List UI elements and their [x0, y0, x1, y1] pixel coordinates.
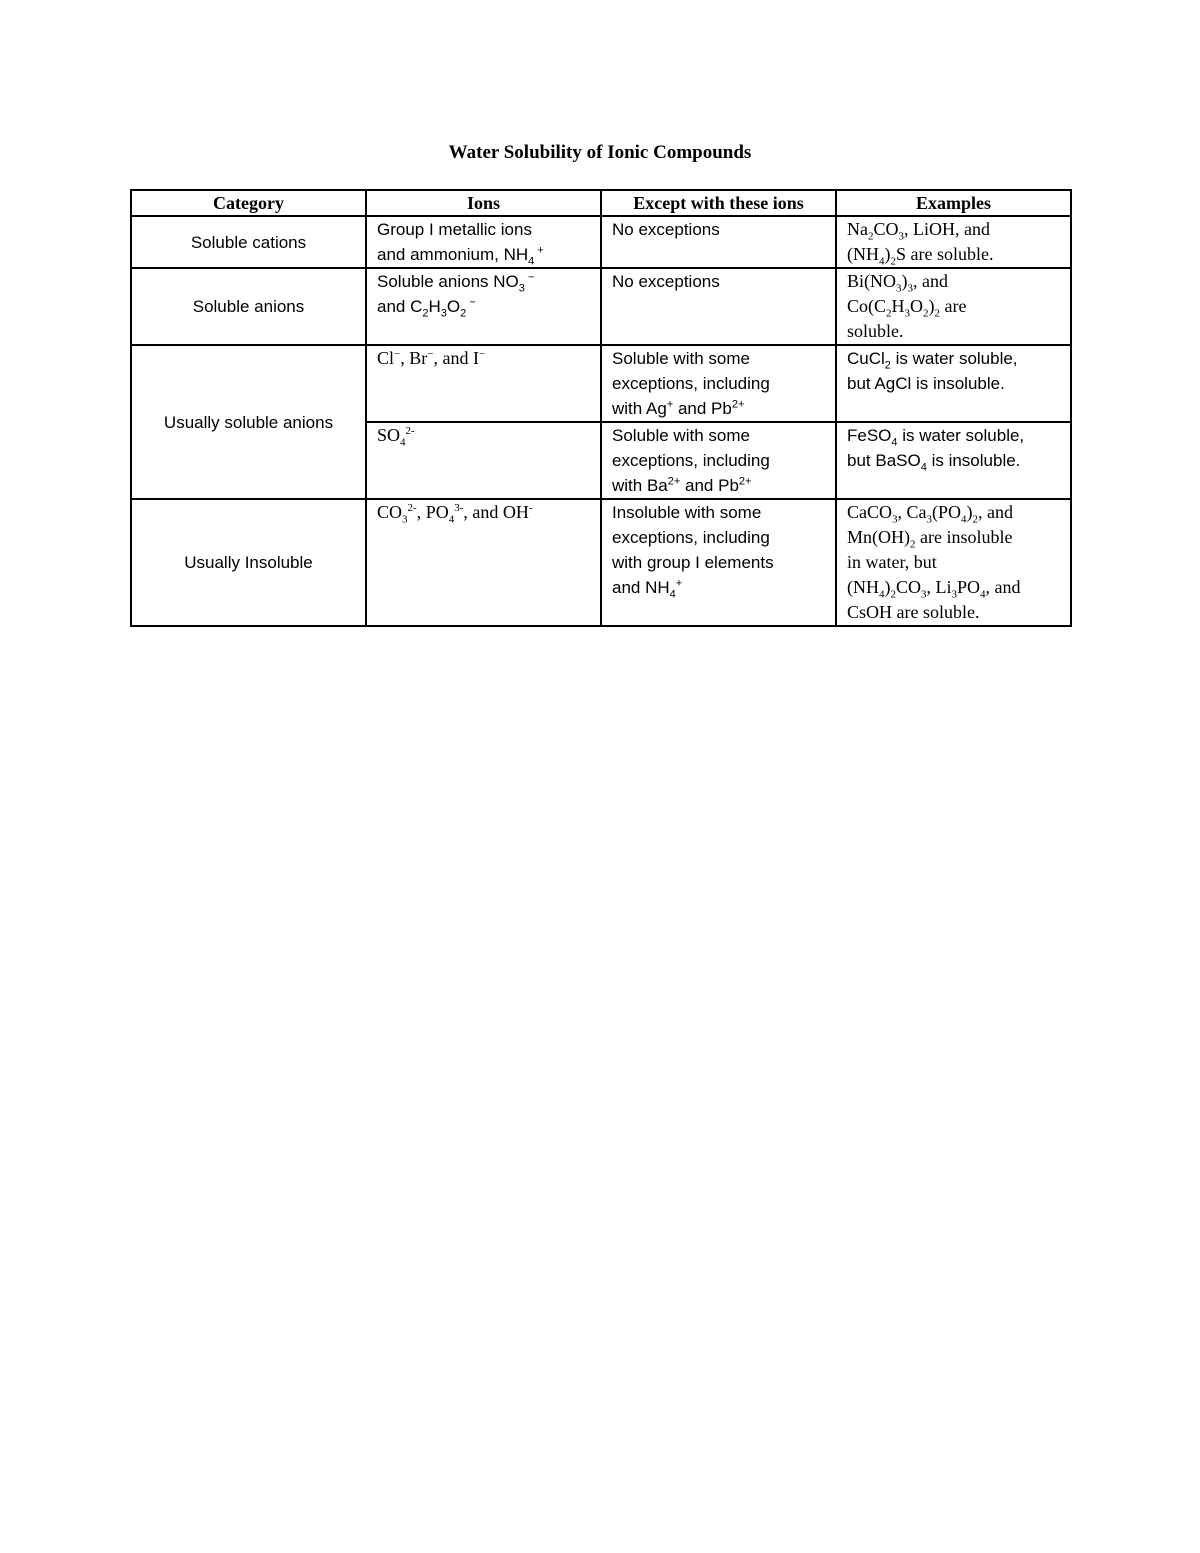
table-row	[131, 345, 1071, 422]
except-cell: Insoluble with some exceptions, including with group I elements and $NH_4^+$	[601, 499, 836, 626]
page-title: Water Solubility of Ionic Compounds	[448, 142, 752, 163]
except-cell: No exceptions	[601, 268, 836, 345]
table-row	[131, 216, 1071, 268]
header-except: Except with these ions	[601, 190, 836, 216]
examples-cell: CaCO$_3$, $Ca_3(PO_4)_2$, and $Mn(OH)_2$ are insoluble in water, but $(NH_4)_2CO_3$, $Li_3PO_4$, and CsOH are soluble.	[836, 499, 1071, 626]
except-cell: Soluble with some exceptions, including with $Ba^{2+}$ and $Pb^{2+}$	[601, 422, 836, 499]
solubility-table	[130, 189, 1072, 627]
header-category: Category	[131, 190, 366, 216]
category-cell: Usually Insoluble	[131, 499, 366, 626]
header-ions: Ions	[366, 190, 601, 216]
except-cell: Soluble with some exceptions, including with Ag+ and $Pb^{2+}$	[601, 345, 836, 422]
ions-cell: $CO_3^{2-}$, $PO_4^{3-}$, and OH-	[366, 499, 601, 626]
ions-cell: Group I metallic ions and ammonium, $NH_4$ +	[366, 216, 601, 268]
category-cell: Soluble cations	[131, 216, 366, 268]
ions-cell: Soluble anions $NO_3$ − and $C_2H_3O_2$ −	[366, 268, 601, 345]
except-cell: No exceptions	[601, 216, 836, 268]
examples-cell: $Bi(NO_3)_3$, and $Co(C_2H_3O_2)_2$ are soluble.	[836, 268, 1071, 345]
ions-cell: $SO_4^{2-}$	[366, 422, 601, 499]
examples-cell: FeSO$_4$ is water soluble, but BaSO$_4$ is insoluble.	[836, 422, 1071, 499]
category-cell: Soluble anions	[131, 268, 366, 345]
examples-cell: CuCl$_2$ is water soluble, but AgCl is insoluble.	[836, 345, 1071, 422]
table-row	[131, 499, 1071, 626]
table-header-row	[131, 190, 1071, 216]
header-examples: Examples	[836, 190, 1071, 216]
table-row	[131, 268, 1071, 345]
ions-cell: Cl−, Br−, and I−	[366, 345, 601, 422]
examples-cell: $Na_2CO_3$, LiOH, and $(NH_4)_2S$ are soluble.	[836, 216, 1071, 268]
category-cell: Usually soluble anions	[131, 345, 366, 499]
